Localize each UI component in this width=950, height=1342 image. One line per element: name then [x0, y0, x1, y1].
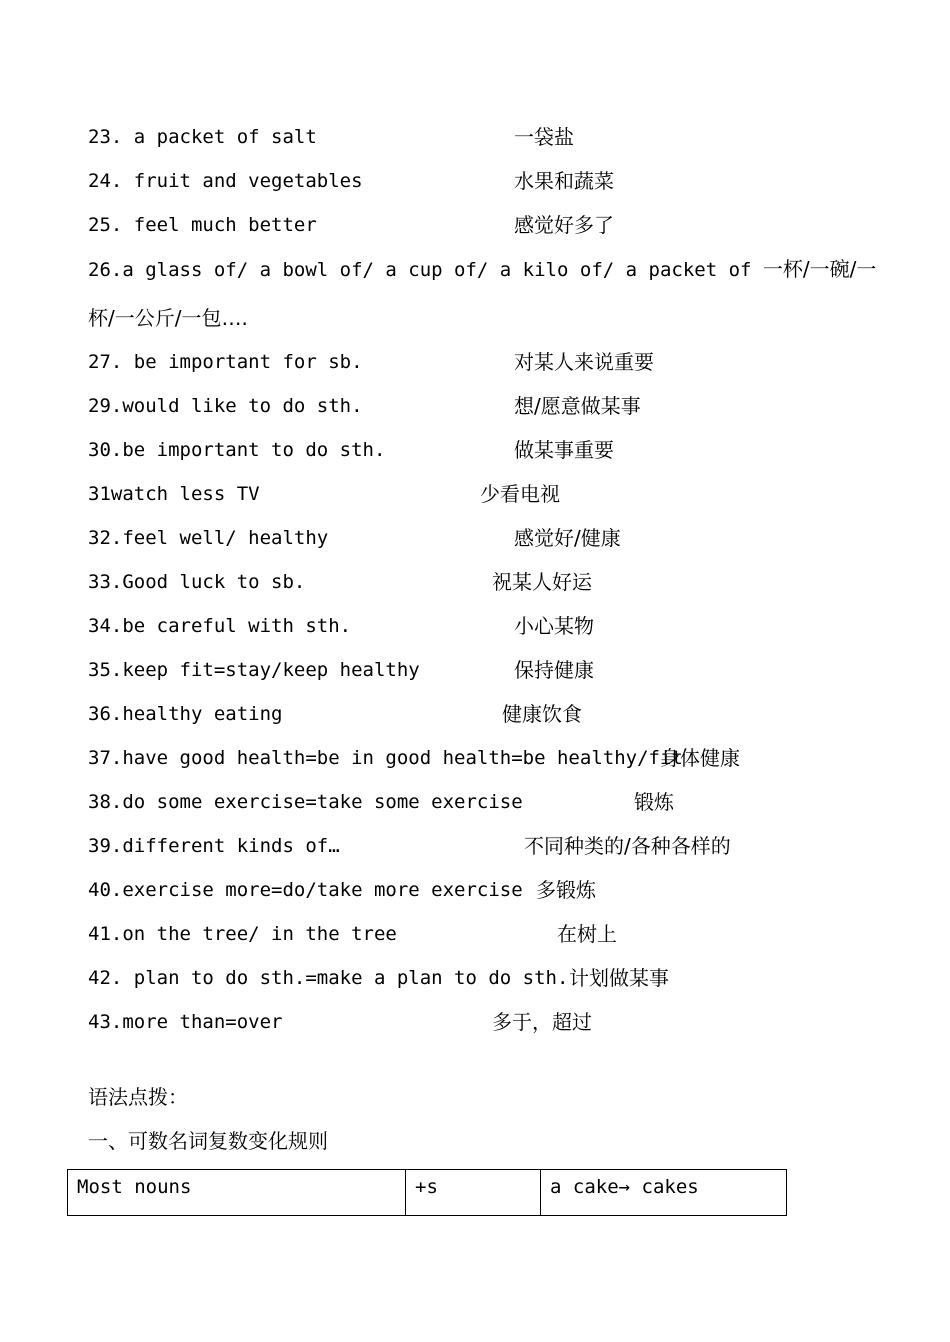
grammar-title: 语法点拨：: [88, 1085, 188, 1109]
phrase-english: 24. fruit and vegetables: [88, 170, 363, 192]
phrase-english: 38.do some exercise=take some exercise: [88, 791, 523, 813]
phrase-english: 43.more than=over: [88, 1011, 283, 1033]
phrase-chinese: 一杯/一碗/一杯/一公斤/一包….: [88, 257, 877, 330]
phrase-chinese: 小心某物: [514, 614, 594, 638]
phrase-chinese: 保持健康: [514, 658, 594, 682]
phrase-english: 33.Good luck to sb.: [88, 571, 306, 593]
phrase-chinese: 祝某人好运: [492, 570, 592, 594]
phrase-english: 25. feel much better: [88, 214, 317, 236]
phrase-chinese: 不同种类的/各种各样的: [524, 834, 731, 858]
phrase-english: 27. be important for sb.: [88, 351, 363, 373]
phrase-chinese: 少看电视: [480, 482, 560, 506]
phrase-english: 36.healthy eating: [88, 703, 283, 725]
phrase-english: 40.exercise more=do/take more exercise: [88, 879, 523, 901]
rule-category-cell: Most nouns: [68, 1170, 406, 1216]
phrase-chinese: 锻炼: [634, 790, 674, 814]
phrase-chinese: 感觉好/健康: [514, 526, 621, 550]
phrase-line-26: [88, 245, 878, 343]
phrase-english: 30.be important to do sth.: [88, 439, 386, 461]
phrase-english: 37.have good health=be in good health=be healthy/fit: [88, 747, 683, 769]
phrase-english: 26.a glass of/ a bowl of/ a cup of/ a kilo of/ a packet of: [88, 259, 752, 281]
phrase-chinese: 感觉好多了: [514, 213, 614, 237]
phrase-english: 29.would like to do sth.: [88, 395, 363, 417]
section-title: 一、可数名词复数变化规则: [88, 1129, 328, 1153]
phrase-english: 34.be careful with sth.: [88, 615, 352, 637]
phrase-english: 31watch less TV: [88, 483, 260, 505]
phrase-chinese: 健康饮食: [502, 702, 582, 726]
phrase-english: 32.feel well/ healthy: [88, 527, 329, 549]
rule-example-cell: a cake→ cakes: [541, 1170, 787, 1216]
phrase-chinese: 在树上: [557, 922, 617, 946]
phrase-english: 23. a packet of salt: [88, 126, 317, 148]
phrase-english: 42. plan to do sth.=make a plan to do sth.: [88, 967, 569, 989]
phrase-chinese: 水果和蔬菜: [514, 169, 614, 193]
phrase-chinese: 对某人来说重要: [514, 350, 654, 374]
phrase-english: 39.different kinds of…: [88, 835, 340, 857]
phrase-chinese: 多于，超过: [492, 1010, 592, 1034]
table-row: [68, 1170, 787, 1216]
phrase-chinese: 做某事重要: [514, 438, 614, 462]
plural-rules-table: [67, 1169, 787, 1216]
rule-suffix-cell: +s: [406, 1170, 541, 1216]
phrase-english: 41.on the tree/ in the tree: [88, 923, 397, 945]
phrase-chinese: 想/愿意做某事: [514, 394, 641, 418]
phrase-chinese: 计划做某事: [569, 966, 669, 990]
phrase-chinese: 一袋盐: [514, 125, 574, 149]
phrase-english: 35.keep fit=stay/keep healthy: [88, 659, 420, 681]
phrase-chinese: 多锻炼: [536, 878, 596, 902]
phrase-chinese: 身体健康: [660, 746, 740, 770]
